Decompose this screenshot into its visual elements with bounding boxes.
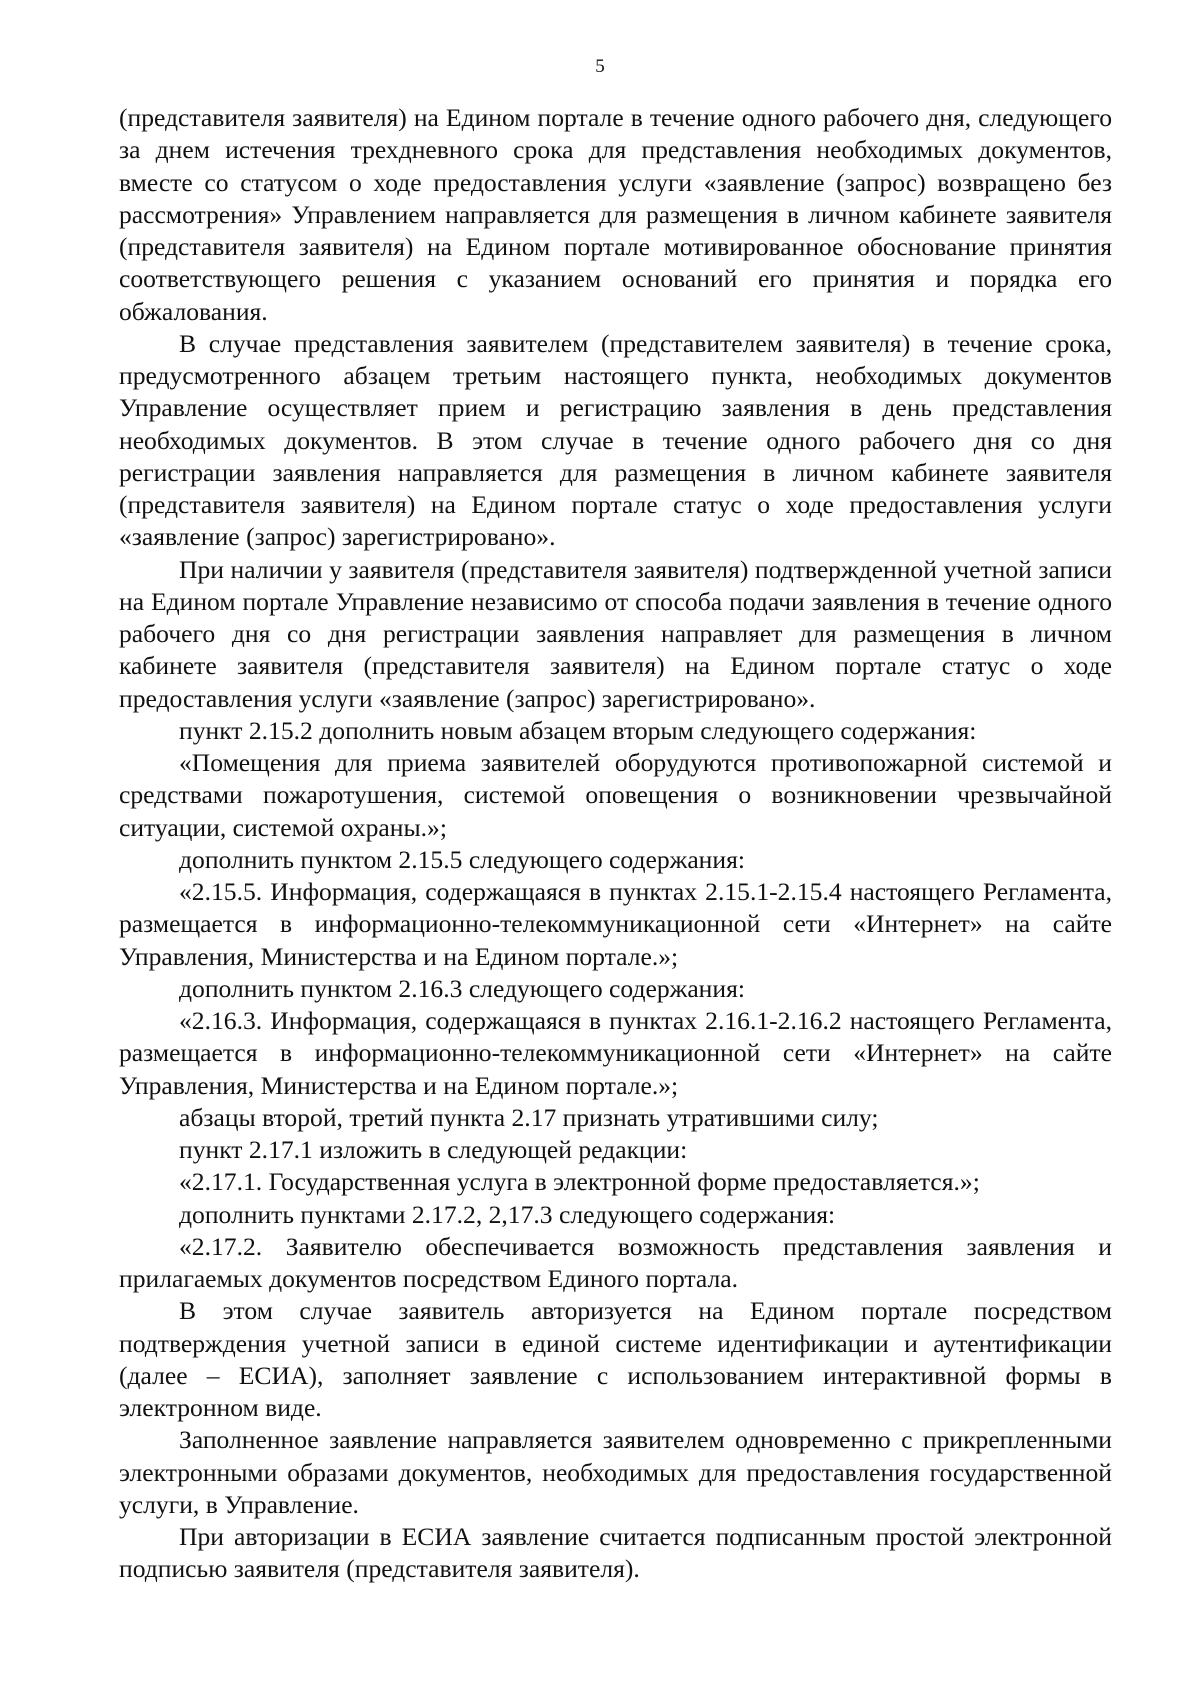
paragraph: пункт 2.15.2 дополнить новым абзацем вторым следующего содержания: [179, 715, 977, 745]
paragraph: дополнить пунктами 2.17.2, 2,17.3 следующего содержания: [179, 1199, 836, 1229]
paragraph: абзацы второй, третий пункта 2.17 признать утратившими силу; [179, 1102, 879, 1132]
paragraph: В этом случае заявитель авторизуется на Едином портале посредством подтверждения учетной записи в единой системе идентификации и аутентификации (далее – ЕСИА), заполняет заявление с использованием интерактивной формы в электронном виде. [119, 1296, 1112, 1422]
paragraph: При наличии у заявителя (представителя заявителя) подтвержденной учетной записи на Едином портале Управление независимо от способа подачи заявления в течение одного рабочего дня со дня регистрации заявления направляет для размещения в личном кабинете заявителя (представителя заявителя) на Едином портале статус о ходе предоставления услуги «заявление (запрос) зарегистрировано». [119, 554, 1112, 713]
paragraph: пункт 2.17.1 изложить в следующей редакции: [179, 1135, 688, 1164]
paragraph: «2.16.3. Информация, содержащаяся в пунктах 2.16.1-2.16.2 настоящего Регламента, размещается в информационно-телекоммуникационной сети «Интернет» на сайте Управления, Министерства и на Едином портале.»; [119, 1006, 1112, 1100]
paragraph: дополнить пунктом 2.15.5 следующего содержания: [179, 844, 745, 874]
paragraph: дополнить пунктом 2.16.3 следующего содержания: [179, 973, 745, 1003]
paragraph: «2.17.2. Заявителю обеспечивается возможность представления заявления и прилагаемых документов посредством Единого портала. [119, 1231, 1112, 1293]
paragraph: «Помещения для приема заявителей оборудуются противопожарной системой и средствами пожаротушения, системой оповещения о возникновении чрезвычайной ситуации, системой охраны.»; [119, 748, 1112, 842]
document-body [119, 102, 1112, 1586]
paragraph: «2.15.5. Информация, содержащаяся в пунктах 2.15.1-2.15.4 настоящего Регламента, размещается в информационно-телекоммуникационной сети «Интернет» на сайте Управления, Министерства и на Едином портале.»; [119, 877, 1112, 971]
paragraph: «2.17.1. Государственная услуга в электронной форме предоставляется.»; [179, 1167, 980, 1197]
paragraph: При авторизации в ЕСИА заявление считается подписанным простой электронной подписью заявителя (представителя заявителя). [119, 1522, 1112, 1584]
paragraph: В случае представления заявителем (представителем заявителя) в течение срока, предусмотренного абзацем третьим настоящего пункта, необходимых документов Управление осуществляет прием и регистрацию заявления в день представления необходимых документов. В этом случае в течение одного рабочего дня со дня регистрации заявления направляется для размещения в личном кабинете заявителя (представителя заявителя) на Едином портале статус о ходе предоставления услуги «заявление (запрос) зарегистрировано». [119, 328, 1112, 552]
paragraph: (представителя заявителя) на Едином портале в течение одного рабочего дня, следующего за днем истечения трехдневного срока для представления необходимых документов, вместе со статусом о ходе предоставления услуги «заявление (запрос) возвращено без рассмотрения» Управлением направляется для размещения в личном кабинете заявителя (представителя заявителя) на Едином портале мотивированное обоснование принятия соответствующего решения с указанием оснований его принятия и порядка его обжалования. [119, 103, 1112, 326]
page-number: 5 [595, 56, 605, 77]
paragraph: Заполненное заявление направляется заявителем одновременно с прикрепленными электронными образами документов, необходимых для предоставления государственной услуги, в Управление. [119, 1425, 1112, 1519]
